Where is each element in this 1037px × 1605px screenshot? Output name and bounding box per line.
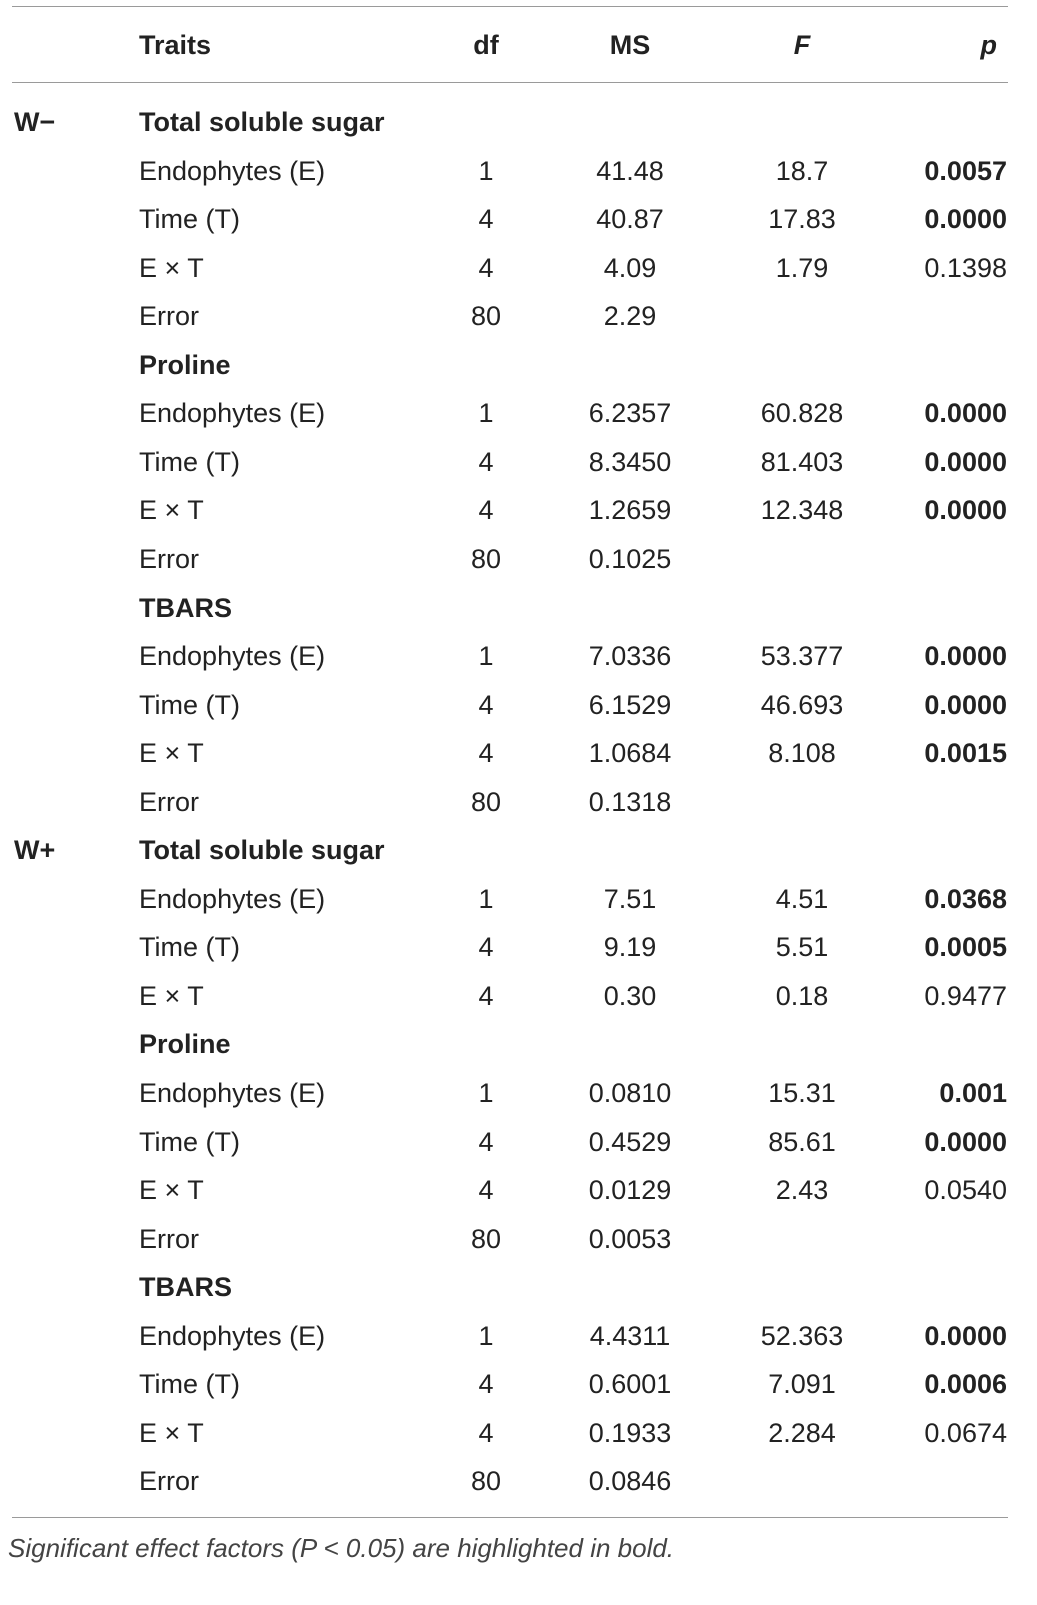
f-value: 2.284 (768, 1417, 836, 1448)
table-row (0, 1069, 1037, 1117)
df-value: 4 (478, 1417, 494, 1448)
ms-value: 9.19 (603, 932, 657, 963)
ms-value: 6.1529 (588, 689, 672, 720)
table-section-row (0, 98, 1037, 146)
p-value: 0.0006 (924, 1369, 1007, 1400)
ms-value: 0.4529 (588, 1126, 672, 1157)
table-top-rule (12, 6, 1008, 7)
p-value: 0.0674 (924, 1417, 1007, 1448)
trait-label: Error (139, 1223, 199, 1254)
table-section-row (0, 1263, 1037, 1311)
ms-value: 0.1933 (588, 1417, 672, 1448)
table-footnote: Significant effect factors (P < 0.05) are highlighted in bold. (8, 1533, 675, 1563)
f-value: 60.828 (760, 398, 844, 429)
p-value: 0.9477 (924, 980, 1007, 1011)
f-value: 8.108 (768, 738, 836, 769)
p-value: 0.0000 (924, 1126, 1007, 1157)
df-value: 80 (470, 1223, 502, 1254)
table-row (0, 292, 1037, 340)
df-value: 4 (478, 495, 494, 526)
table-row (0, 778, 1037, 826)
trait-label: Time (T) (139, 932, 240, 963)
f-value: 52.363 (760, 1320, 844, 1351)
f-value: 17.83 (768, 204, 836, 235)
trait-label: E × T (139, 252, 204, 283)
df-value: 4 (478, 1126, 494, 1157)
ms-value: 2.29 (603, 301, 657, 332)
df-value: 4 (478, 1369, 494, 1400)
df-value: 4 (478, 932, 494, 963)
table-row (0, 1409, 1037, 1457)
df-value: 4 (478, 1175, 494, 1206)
table-row (0, 1118, 1037, 1166)
trait-label: Endophytes (E) (139, 641, 326, 672)
trait-label: E × T (139, 980, 204, 1011)
f-value: 85.61 (768, 1126, 836, 1157)
df-value: 4 (478, 738, 494, 769)
section-title: Proline (139, 1029, 231, 1060)
table-header-rule (12, 82, 1008, 83)
p-value: 0.0540 (924, 1175, 1007, 1206)
table-row (0, 195, 1037, 243)
table-row (0, 1312, 1037, 1360)
table-row (0, 535, 1037, 583)
table-row (0, 923, 1037, 971)
ms-value: 0.0810 (588, 1078, 672, 1108)
f-value: 0.18 (775, 980, 829, 1011)
trait-label: Time (T) (139, 1126, 240, 1157)
p-value: 0.0000 (924, 1320, 1007, 1351)
header-traits: Traits (139, 30, 212, 60)
section-title: Total soluble sugar (139, 835, 385, 866)
trait-label: Time (T) (139, 1369, 240, 1400)
df-value: 80 (470, 543, 502, 574)
trait-label: E × T (139, 738, 204, 769)
table-row (0, 244, 1037, 292)
df-value: 4 (478, 980, 494, 1011)
df-value: 4 (478, 446, 494, 477)
f-value: 15.31 (768, 1078, 836, 1108)
section-title: Proline (139, 349, 231, 380)
f-value: 81.403 (760, 446, 844, 477)
p-value: 0.1398 (924, 252, 1007, 283)
table-row (0, 1215, 1037, 1263)
df-value: 4 (478, 689, 494, 720)
table-section-row (0, 584, 1037, 632)
table-row (0, 1360, 1037, 1408)
p-value: 0.0057 (924, 155, 1007, 186)
trait-label: E × T (139, 1417, 204, 1448)
table-bottom-rule (12, 1517, 1008, 1518)
section-title: TBARS (139, 1272, 232, 1303)
df-value: 1 (478, 641, 494, 672)
ms-value: 0.1318 (588, 786, 672, 817)
trait-label: Error (139, 786, 199, 817)
trait-label: Endophytes (E) (139, 883, 326, 914)
table-row (0, 972, 1037, 1020)
group-label: W+ (14, 835, 56, 866)
ms-value: 0.30 (603, 980, 657, 1011)
p-value: 0.0000 (924, 398, 1007, 429)
df-value: 4 (478, 204, 494, 235)
df-value: 1 (478, 883, 494, 914)
header-ms: MS (609, 30, 651, 60)
trait-label: Time (T) (139, 446, 240, 477)
f-value: 53.377 (760, 641, 844, 672)
ms-value: 1.2659 (588, 495, 672, 526)
table-section-row (0, 1020, 1037, 1068)
header-df: df (473, 30, 499, 60)
table-section-row (0, 341, 1037, 389)
ms-value: 0.0129 (588, 1175, 672, 1206)
ms-value: 0.0053 (588, 1223, 672, 1254)
p-value: 0.0000 (924, 204, 1007, 235)
table-row (0, 1166, 1037, 1214)
trait-label: Time (T) (139, 204, 240, 235)
df-value: 80 (470, 301, 502, 332)
p-value: 0.0005 (924, 932, 1007, 963)
df-value: 4 (478, 252, 494, 283)
p-value: 0.0015 (924, 738, 1007, 769)
trait-label: Endophytes (E) (139, 1320, 326, 1351)
header-p: p (980, 30, 997, 60)
ms-value: 6.2357 (588, 398, 672, 429)
table-section-row (0, 826, 1037, 874)
table-row (0, 147, 1037, 195)
ms-value: 41.48 (596, 155, 664, 186)
f-value: 7.091 (768, 1369, 836, 1400)
p-value: 0.0000 (924, 641, 1007, 672)
table-row (0, 486, 1037, 534)
section-title: TBARS (139, 592, 232, 623)
ms-value: 0.1025 (588, 543, 672, 574)
table-row (0, 632, 1037, 680)
table-header-row (0, 21, 1037, 69)
p-value: 0.001 (939, 1078, 1007, 1108)
section-title: Total soluble sugar (139, 107, 385, 137)
group-label: W− (14, 107, 56, 137)
f-value: 18.7 (775, 155, 829, 186)
f-value: 5.51 (775, 932, 829, 963)
table-row (0, 681, 1037, 729)
table-row (0, 389, 1037, 437)
f-value: 1.79 (775, 252, 829, 283)
ms-value: 7.51 (603, 883, 657, 914)
table-row (0, 1457, 1037, 1505)
trait-label: E × T (139, 1175, 204, 1206)
table-row (0, 438, 1037, 486)
trait-label: Error (139, 301, 199, 332)
trait-label: Endophytes (E) (139, 398, 326, 429)
df-value: 1 (478, 1320, 494, 1351)
trait-label: Error (139, 1466, 199, 1497)
ms-value: 1.0684 (588, 738, 672, 769)
ms-value: 0.0846 (588, 1466, 672, 1497)
ms-value: 4.09 (603, 252, 657, 283)
f-value: 2.43 (775, 1175, 829, 1206)
trait-label: Error (139, 543, 199, 574)
f-value: 12.348 (760, 495, 844, 526)
ms-value: 0.6001 (588, 1369, 672, 1400)
p-value: 0.0000 (924, 495, 1007, 526)
trait-label: Time (T) (139, 689, 240, 720)
p-value: 0.0368 (924, 883, 1007, 914)
ms-value: 7.0336 (588, 641, 672, 672)
trait-label: E × T (139, 495, 204, 526)
table-row (0, 729, 1037, 777)
p-value: 0.0000 (924, 446, 1007, 477)
p-value: 0.0000 (924, 689, 1007, 720)
df-value: 1 (478, 1078, 494, 1108)
df-value: 80 (470, 786, 502, 817)
table-row (0, 875, 1037, 923)
f-value: 46.693 (760, 689, 844, 720)
df-value: 1 (478, 155, 494, 186)
ms-value: 40.87 (596, 204, 664, 235)
header-f: F (793, 30, 811, 60)
trait-label: Endophytes (E) (139, 155, 326, 186)
df-value: 80 (470, 1466, 502, 1497)
ms-value: 4.4311 (589, 1320, 671, 1351)
f-value: 4.51 (775, 883, 829, 914)
ms-value: 8.3450 (588, 446, 672, 477)
trait-label: Endophytes (E) (139, 1078, 326, 1108)
df-value: 1 (478, 398, 494, 429)
